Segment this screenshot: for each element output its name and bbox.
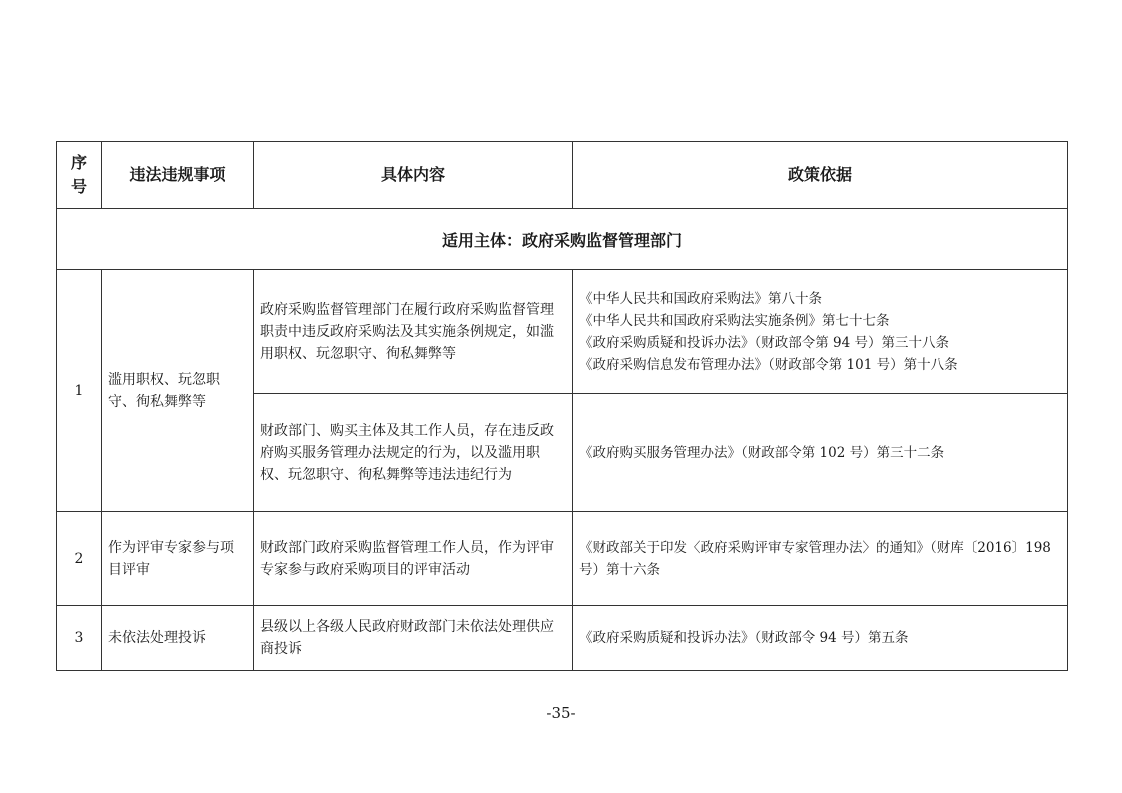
row-matter: 滥用职权、玩忽职守、徇私舞弊等 — [102, 270, 254, 512]
basis-line: 《中华人民共和国政府采购法》第八十条 — [579, 290, 822, 307]
header-content: 具体内容 — [254, 142, 573, 209]
row-content: 县级以上各级人民政府财政部门未依法处理供应商投诉 — [254, 606, 573, 671]
subject-title: 适用主体：政府采购监督管理部门 — [57, 209, 1068, 270]
basis-line: 《政府采购信息发布管理办法》（财政部令第 101 号）第十八条 — [579, 356, 958, 373]
basis-line: 《政府购买服务管理办法》（财政部令第 102 号）第三十二条 — [579, 444, 945, 461]
header-no: 序号 — [57, 142, 102, 209]
row-basis — [573, 394, 1068, 512]
row-content: 财政部门政府采购监督管理工作人员，作为评审专家参与政府采购项目的评审活动 — [254, 512, 573, 606]
page-number: -35- — [546, 704, 576, 722]
subject-row — [57, 209, 1068, 270]
regulation-table — [56, 141, 1068, 671]
row-matter: 未依法处理投诉 — [102, 606, 254, 671]
basis-line: 《政府采购质疑和投诉办法》（财政部令第 94 号）第三十八条 — [579, 334, 950, 351]
row-content: 财政部门、购买主体及其工作人员，存在违反政府购买服务管理办法规定的行为，以及滥用职权、玩忽职守、徇私舞弊等违法违纪行为 — [254, 394, 573, 512]
basis-line: 《中华人民共和国政府采购法实施条例》第七十七条 — [579, 312, 890, 329]
row-basis — [573, 270, 1068, 394]
row-number: 1 — [57, 270, 102, 512]
table-row — [57, 270, 1068, 394]
table-row — [57, 512, 1068, 606]
row-number: 2 — [57, 512, 102, 606]
table-row — [57, 606, 1068, 671]
row-content: 政府采购监督管理部门在履行政府采购监督管理职责中违反政府采购法及其实施条例规定，如滥用职权、玩忽职守、徇私舞弊等 — [254, 270, 573, 394]
row-basis: 《政府采购质疑和投诉办法》（财政部令 94 号）第五条 — [573, 606, 1068, 671]
row-number: 3 — [57, 606, 102, 671]
table-header-row — [57, 142, 1068, 209]
header-matter: 违法违规事项 — [102, 142, 254, 209]
row-matter: 作为评审专家参与项目评审 — [102, 512, 254, 606]
header-basis: 政策依据 — [573, 142, 1068, 209]
row-basis: 《财政部关于印发〈政府采购评审专家管理办法〉的通知》（财库〔2016〕198 号）第十六条 — [573, 512, 1068, 606]
